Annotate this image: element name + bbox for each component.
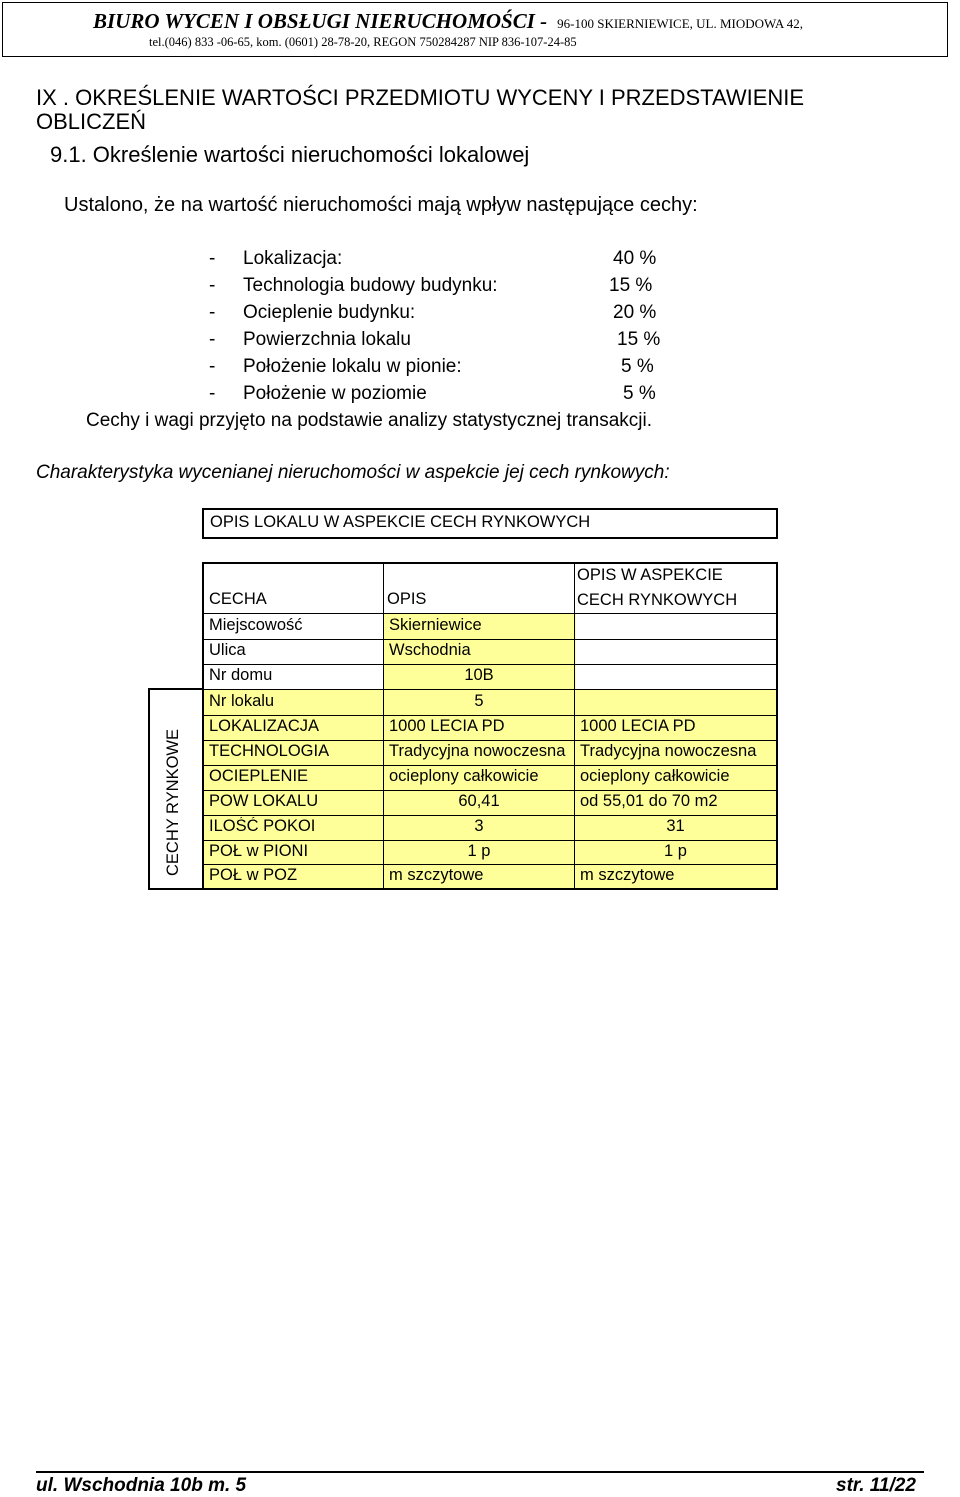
- row-opis: m szczytowe: [389, 866, 484, 884]
- row-cecha: TECHNOLOGIA: [209, 742, 330, 760]
- header-aspekt-2: CECH RYNKOWYCH: [577, 591, 738, 609]
- company-name: BIURO WYCEN I OBSŁUGI NIERUCHOMOŚCI -: [93, 9, 548, 33]
- row-aspekt: 1000 LECIA PD: [580, 717, 696, 735]
- letterhead: [2, 2, 948, 57]
- row-opis: 5: [474, 692, 484, 710]
- section-title: IX . OKREŚLENIE WARTOŚCI PRZEDMIOTU WYCENY I PRZEDSTAWIENIE OBLICZEŃ: [36, 85, 805, 134]
- intro-paragraph: Ustalono, że na wartość nieruchomości mają wpływ następujące cechy:: [64, 194, 698, 216]
- row-cecha: LOKALIZACJA: [209, 717, 320, 735]
- row-cecha: Nr lokalu: [209, 692, 275, 710]
- row-cecha: POW LOKALU: [209, 792, 319, 810]
- row-aspekt: 31: [666, 817, 685, 835]
- subsection-title: 9.1. Określenie wartości nieruchomości lokalowej: [50, 142, 530, 167]
- row-aspekt: od 55,01 do 70 m2: [580, 792, 718, 810]
- row-cecha: Nr domu: [209, 666, 273, 684]
- box-title: OPIS LOKALU W ASPEKCIE CECH RYNKOWYCH: [202, 508, 778, 539]
- header-opis: OPIS: [387, 590, 427, 608]
- row-opis: 1 p: [467, 842, 491, 860]
- weights-note: Cechy i wagi przyjęto na podstawie analizy statystycznej transakcji.: [86, 410, 653, 431]
- footer-address: ul. Wschodnia 10b m. 5: [36, 1475, 247, 1496]
- row-cecha: POŁ w POZ: [209, 866, 298, 884]
- row-aspekt: m szczytowe: [580, 866, 675, 884]
- row-cecha: POŁ w PIONI: [209, 842, 309, 860]
- row-aspekt: Tradycyjna nowoczesna: [580, 742, 757, 760]
- market-features-table: [202, 562, 778, 890]
- footer-divider: [36, 1471, 924, 1473]
- company-contact: tel.(046) 833 -06-65, kom. (0601) 28-78-20, REGON 750284287 NIP 836-107-24-85: [149, 35, 577, 49]
- row-opis: 1000 LECIA PD: [389, 717, 505, 735]
- side-label-box: [148, 688, 203, 890]
- row-opis: 10B: [464, 666, 494, 684]
- row-aspekt: ocieplony całkowicie: [580, 767, 730, 785]
- row-opis: Tradycyjna nowoczesna: [389, 742, 566, 760]
- side-label: CECHY RYNKOWE: [164, 728, 182, 876]
- header-cecha: CECHA: [209, 590, 267, 608]
- row-aspekt: 1 p: [664, 842, 687, 860]
- row-cecha: Miejscowość: [209, 616, 303, 634]
- row-opis: 3: [474, 817, 484, 835]
- row-opis: ocieplony całkowicie: [389, 767, 539, 785]
- row-cecha: ILOŚĆ POKOI: [209, 817, 316, 835]
- row-cecha: OCIEPLENIE: [209, 767, 309, 785]
- page-number: str. 11/22: [836, 1475, 916, 1496]
- row-opis: Wschodnia: [389, 641, 471, 659]
- row-opis: Skierniewice: [389, 616, 482, 634]
- row-cecha: Ulica: [209, 641, 246, 659]
- company-address: 96-100 SKIERNIEWICE, UL. MIODOWA 42,: [557, 16, 804, 31]
- header-aspekt-1: OPIS W ASPEKCIE: [577, 566, 723, 584]
- row-opis: 60,41: [458, 792, 500, 810]
- characteristics-heading: Charakterystyka wycenianej nieruchomości w aspekcie jej cech rynkowych:: [36, 462, 670, 483]
